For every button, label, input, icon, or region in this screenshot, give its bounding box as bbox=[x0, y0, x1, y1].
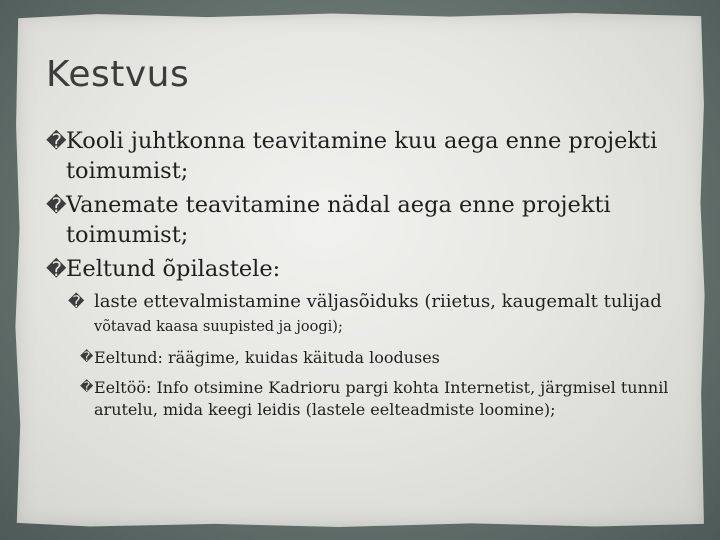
bullet-icon: � bbox=[46, 129, 67, 153]
sub-sub-bullet-text: Eeltund: räägime, kuidas käituda looduses bbox=[94, 348, 440, 367]
bullet-icon: � bbox=[46, 257, 67, 281]
sub-bullet-text: laste ettevalmistamine väljasõiduks (riietus, kaugemalt tulijad bbox=[94, 291, 662, 312]
bullet-item bbox=[46, 126, 686, 186]
bullet-item bbox=[46, 254, 686, 284]
bullet-item bbox=[46, 190, 686, 250]
bullet-text: Eeltund õpilastele: bbox=[66, 256, 281, 282]
bullet-text: Kooli juhtkonna teavitamine kuu aega enne projekti toimumist; bbox=[66, 128, 658, 184]
sub-sub-bullet-item bbox=[68, 377, 694, 421]
sub-sub-bullet-text: Eeltöö: Info otsimine Kadrioru pargi kohta Internetist, järgmisel tunnil arutelu, mida keegi leidis (lastele eelteadmiste loomine); bbox=[94, 378, 669, 419]
bullet-text: Vanemate teavitamine nädal aega enne projekti toimumist; bbox=[66, 192, 611, 248]
sub-bullet-text-small: võtavad kaasa suupisted ja joogi); bbox=[94, 319, 343, 335]
sub-bullet-item bbox=[68, 290, 704, 339]
sub-sub-bullet-icon: � bbox=[80, 380, 94, 395]
slide-title: Kestvus bbox=[46, 54, 190, 95]
sub-sub-bullet-item bbox=[68, 347, 694, 369]
sub-bullet-icon: � bbox=[68, 292, 85, 311]
slide-content bbox=[46, 126, 686, 421]
bullet-icon: � bbox=[46, 193, 67, 217]
sub-sub-bullet-icon: � bbox=[80, 350, 94, 365]
